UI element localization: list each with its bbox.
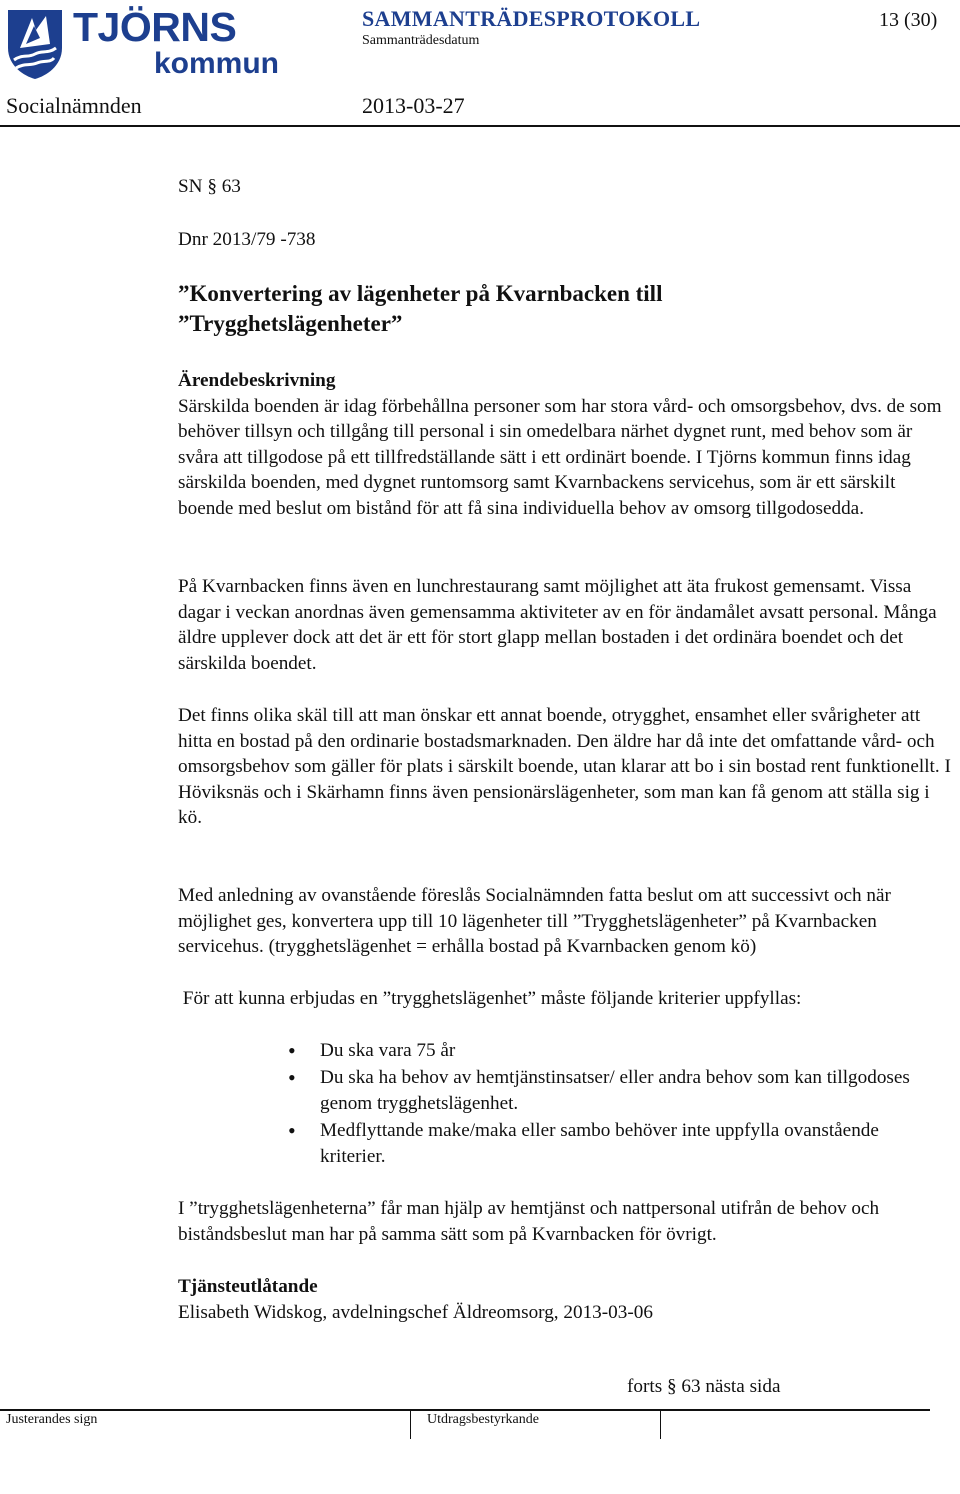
logo-wordmark: TJÖRNS (73, 4, 237, 50)
paragraph: För att kunna erbjudas en ”trygghetslägenhet” måste följande kriterier uppfyllas: (178, 988, 802, 1009)
case-dnr: Dnr 2013/79 -738 (178, 229, 316, 250)
municipality-logo (6, 4, 280, 82)
paragraph: Särskilda boenden är idag förbehållna personer som har stora vård- och omsorgsbehov, dvs. de som behöver tillsyn och tillgång till personal i sin omedelbara närhet dygnet runt, med behov som är svåra att tillgodose på ett tillfredställande sätt i ett ordinärt boende. I Tjörns kommun finns idag särskilda boenden, med dygnet runtomsorg samt Kvarnbackens servicehus, som är ett särskilt boende med beslut om bistånd för att få sina individuella behov av omsorg tillgodosedda. (178, 395, 942, 519)
paragraph: I ”trygghetslägenheterna” får man hjälp av hemtjänst och nattpersonal utifrån de behov och biståndsbeslut man har på samma sätt som på Kvarnbacken för övrigt. (178, 1198, 880, 1245)
statement-section (178, 1274, 953, 1325)
document-type: SAMMANTRÄDESPROTOKOLL (362, 6, 701, 31)
continued-note: forts § 63 nästa sida (627, 1376, 781, 1397)
organization-name: Socialnämnden (6, 93, 142, 118)
footer-divider (0, 1409, 930, 1411)
list-item: • Du ska ha behov av hemtjänstinsatser/ eller andra behov som kan tillgodoses genom trygghetslägenhet. (320, 1065, 920, 1118)
page-number: 13 (30) (879, 9, 938, 31)
case-title (178, 279, 738, 339)
header-divider (0, 125, 960, 127)
list-item: • Du ska vara 75 år (320, 1038, 920, 1065)
list-item: • Medflyttande make/maka eller sambo behöver inte uppfylla ovanstående kriterier. (320, 1118, 920, 1171)
footer-cell-divider (660, 1409, 661, 1439)
meeting-date: 2013-03-27 (362, 93, 465, 118)
section-heading-description: Ärendebeskrivning (178, 370, 336, 391)
meeting-date-label: Sammanträdesdatum (362, 33, 480, 48)
criteria-list (320, 1038, 920, 1171)
footer-cell-divider (410, 1409, 411, 1439)
adjuster-sign-label: Justerandes sign (6, 1412, 98, 1427)
signature-line: Elisabeth Widskog, avdelningschef Äldreomsorg, 2013-03-06 (178, 1301, 653, 1323)
extract-certification-label: Utdragsbestyrkande (427, 1412, 539, 1427)
description-section (178, 368, 953, 522)
paragraph: På Kvarnbacken finns även en lunchrestaurang samt möjlighet att äta frukost gemensamt. Vissa dagar i veckan anordnas även gemensamma aktiviteter av en för ändamålet avsatt personal. Många äldre upplever dock att det är ett för stort glapp mellan bostaden i det ordinära boendet och det särskilda boendet. (178, 576, 937, 674)
coat-of-arms-icon (6, 8, 64, 80)
paragraph: Det finns olika skäl till att man önskar ett annat boende, otrygghet, ensamhet eller svårigheter att hitta en bostad på den ordinarie bostadsmarknaden. Den äldre har då inte det omfattande vård- och omsorgsbehov som gäller för plats i särskilt boende, utan klarar att bo i sin bostad rent funktionellt. I Höviksnäs och i Skärhamn finns även pensionärslägenheter, som man kan få genom att ställa sig i kö. (178, 705, 951, 829)
case-number: SN § 63 (178, 176, 241, 197)
section-heading-statement: Tjänsteutlåtande (178, 1276, 318, 1297)
paragraph: Med anledning av ovanstående föreslås Socialnämnden fatta beslut om att successivt och när möjlighet ges, konvertera upp till 10 lägenheter till ”Trygghetslägenheter” på Kvarnbacken servicehus. (trygghetslägenhet = erhålla bostad på Kvarnbacken genom kö) (178, 885, 891, 958)
logo-subtitle: kommun (154, 47, 280, 80)
case-title-text: ”Konvertering av lägenheter på Kvarnbacken till ”Trygghetslägenheter” (178, 281, 663, 336)
